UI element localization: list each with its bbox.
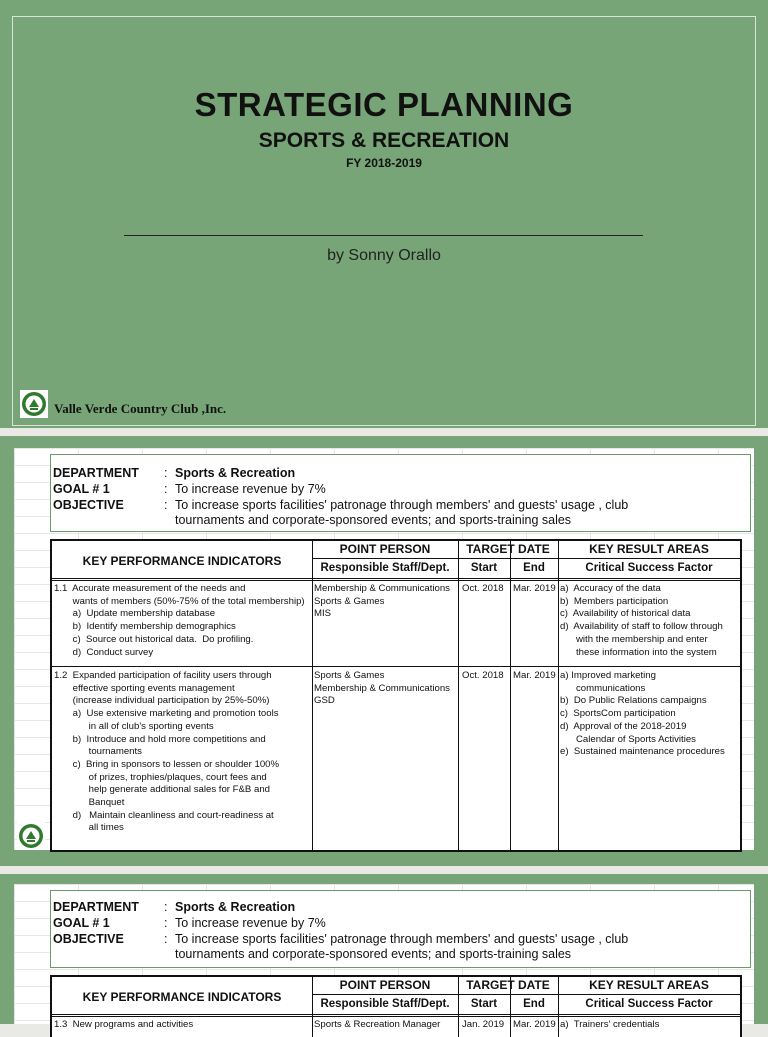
colon: : bbox=[164, 466, 168, 480]
kpi-column-header: KEY PERFORMANCE INDICATORS bbox=[82, 990, 282, 1004]
kpi-cell: 1.2 Expanded participation of facility users through effective sporting events management (increase individual participation by 25%-50%) a) Use extensive marketing and promotion tools in all of club's sporting events b) Introduce and hold more competitions and tournaments c) Bring in sponsors to lessen or shoulder 100% of prizes, trophies/plaques, court fees and help generate additional sales for F&B and Banquet d) Maintain cleanliness and court-readiness at all times bbox=[54, 670, 280, 834]
end-cell: Mar. 2019 bbox=[513, 670, 556, 681]
club-logo-icon bbox=[17, 822, 45, 850]
start-cell: Oct. 2018 bbox=[462, 670, 504, 681]
objective-label: OBJECTIVE bbox=[53, 498, 124, 512]
colon: : bbox=[164, 498, 168, 512]
critical-success-factor-header: Critical Success Factor bbox=[585, 998, 713, 1010]
point-person-header: POINT PERSON bbox=[339, 542, 431, 556]
target-date-header: TARGET DATE bbox=[466, 978, 550, 992]
csf-cell: a) Improved marketing communications b) Do Public Relations campaigns c) SportsCom participation d) Approval of the 2018-2019 Calendar of Sports Activities e) Sustained maintenance procedures bbox=[560, 670, 725, 758]
colon: : bbox=[164, 482, 168, 496]
fiscal-year: FY 2018-2019 bbox=[346, 156, 422, 170]
goal-value: To increase revenue by 7% bbox=[175, 916, 326, 930]
page-subtitle: SPORTS & RECREATION bbox=[258, 129, 510, 152]
club-logo-icon bbox=[20, 390, 48, 418]
objective-line-1: To increase sports facilities' patronage through members' and guests' usage , club bbox=[175, 932, 629, 946]
page-title: STRATEGIC PLANNING bbox=[194, 86, 574, 123]
department-value: Sports & Recreation bbox=[175, 900, 296, 914]
end-cell: Mar. 2019 bbox=[513, 583, 556, 594]
goal-label: GOAL # 1 bbox=[53, 482, 110, 496]
divider-line bbox=[124, 235, 643, 236]
club-name: Valle Verde Country Club ,Inc. bbox=[54, 401, 227, 416]
slide-frame bbox=[12, 16, 756, 426]
start-header: Start bbox=[470, 998, 498, 1010]
end-header: End bbox=[523, 562, 545, 574]
responsible-staff-header: Responsible Staff/Dept. bbox=[320, 562, 450, 574]
key-result-areas-header: KEY RESULT AREAS bbox=[589, 542, 709, 556]
end-cell: Mar. 2019 bbox=[513, 1019, 556, 1030]
kpi-column-header: KEY PERFORMANCE INDICATORS bbox=[82, 554, 282, 568]
colon: : bbox=[164, 916, 168, 930]
start-cell: Jan. 2019 bbox=[462, 1019, 505, 1030]
csf-cell: a) Accuracy of the data b) Members participation c) Availability of historical data d) Availability of staff to follow through with the membership and enter these information into the system bbox=[560, 583, 723, 658]
csf-cell: a) Trainers' credentials bbox=[560, 1019, 660, 1030]
start-header: Start bbox=[470, 562, 498, 574]
department-label: DEPARTMENT bbox=[53, 466, 139, 480]
byline: by Sonny Orallo bbox=[327, 247, 441, 264]
point-person-header: POINT PERSON bbox=[339, 978, 431, 992]
target-date-header: TARGET DATE bbox=[466, 542, 550, 556]
staff-cell: Membership & Communications Sports & Games MIS bbox=[314, 583, 450, 620]
objective-label: OBJECTIVE bbox=[53, 932, 124, 946]
end-header: End bbox=[523, 998, 545, 1010]
responsible-staff-header: Responsible Staff/Dept. bbox=[320, 998, 450, 1010]
critical-success-factor-header: Critical Success Factor bbox=[585, 562, 713, 574]
spreadsheet-page bbox=[14, 884, 754, 1030]
start-cell: Oct. 2018 bbox=[462, 583, 504, 594]
kpi-cell: 1.3 New programs and activities bbox=[54, 1019, 194, 1030]
staff-cell: Sports & Recreation Manager bbox=[314, 1019, 441, 1030]
objective-line-2: tournaments and corporate-sponsored events; and sports-training sales bbox=[175, 947, 572, 961]
kpi-table bbox=[50, 975, 742, 1037]
staff-cell: Sports & Games Membership & Communications GSD bbox=[314, 670, 450, 707]
objective-line-2: tournaments and corporate-sponsored events; and sports-training sales bbox=[175, 513, 572, 527]
kpi-table bbox=[50, 539, 742, 852]
colon: : bbox=[164, 932, 168, 946]
kpi-cell: 1.1 Accurate measurement of the needs and wants of members (50%-75% of the total membership) a) Update membership database b) Identify membership demographics c) Source out historical data. Do profiling. d) Conduct survey bbox=[54, 583, 305, 658]
goal-label: GOAL # 1 bbox=[53, 916, 110, 930]
key-result-areas-header: KEY RESULT AREAS bbox=[589, 978, 709, 992]
department-value: Sports & Recreation bbox=[175, 466, 296, 480]
objective-line-1: To increase sports facilities' patronage through members' and guests' usage , club bbox=[175, 498, 629, 512]
title-slide bbox=[0, 0, 768, 428]
colon: : bbox=[164, 900, 168, 914]
goal-value: To increase revenue by 7% bbox=[175, 482, 326, 496]
spreadsheet-page bbox=[14, 448, 754, 850]
department-label: DEPARTMENT bbox=[53, 900, 139, 914]
